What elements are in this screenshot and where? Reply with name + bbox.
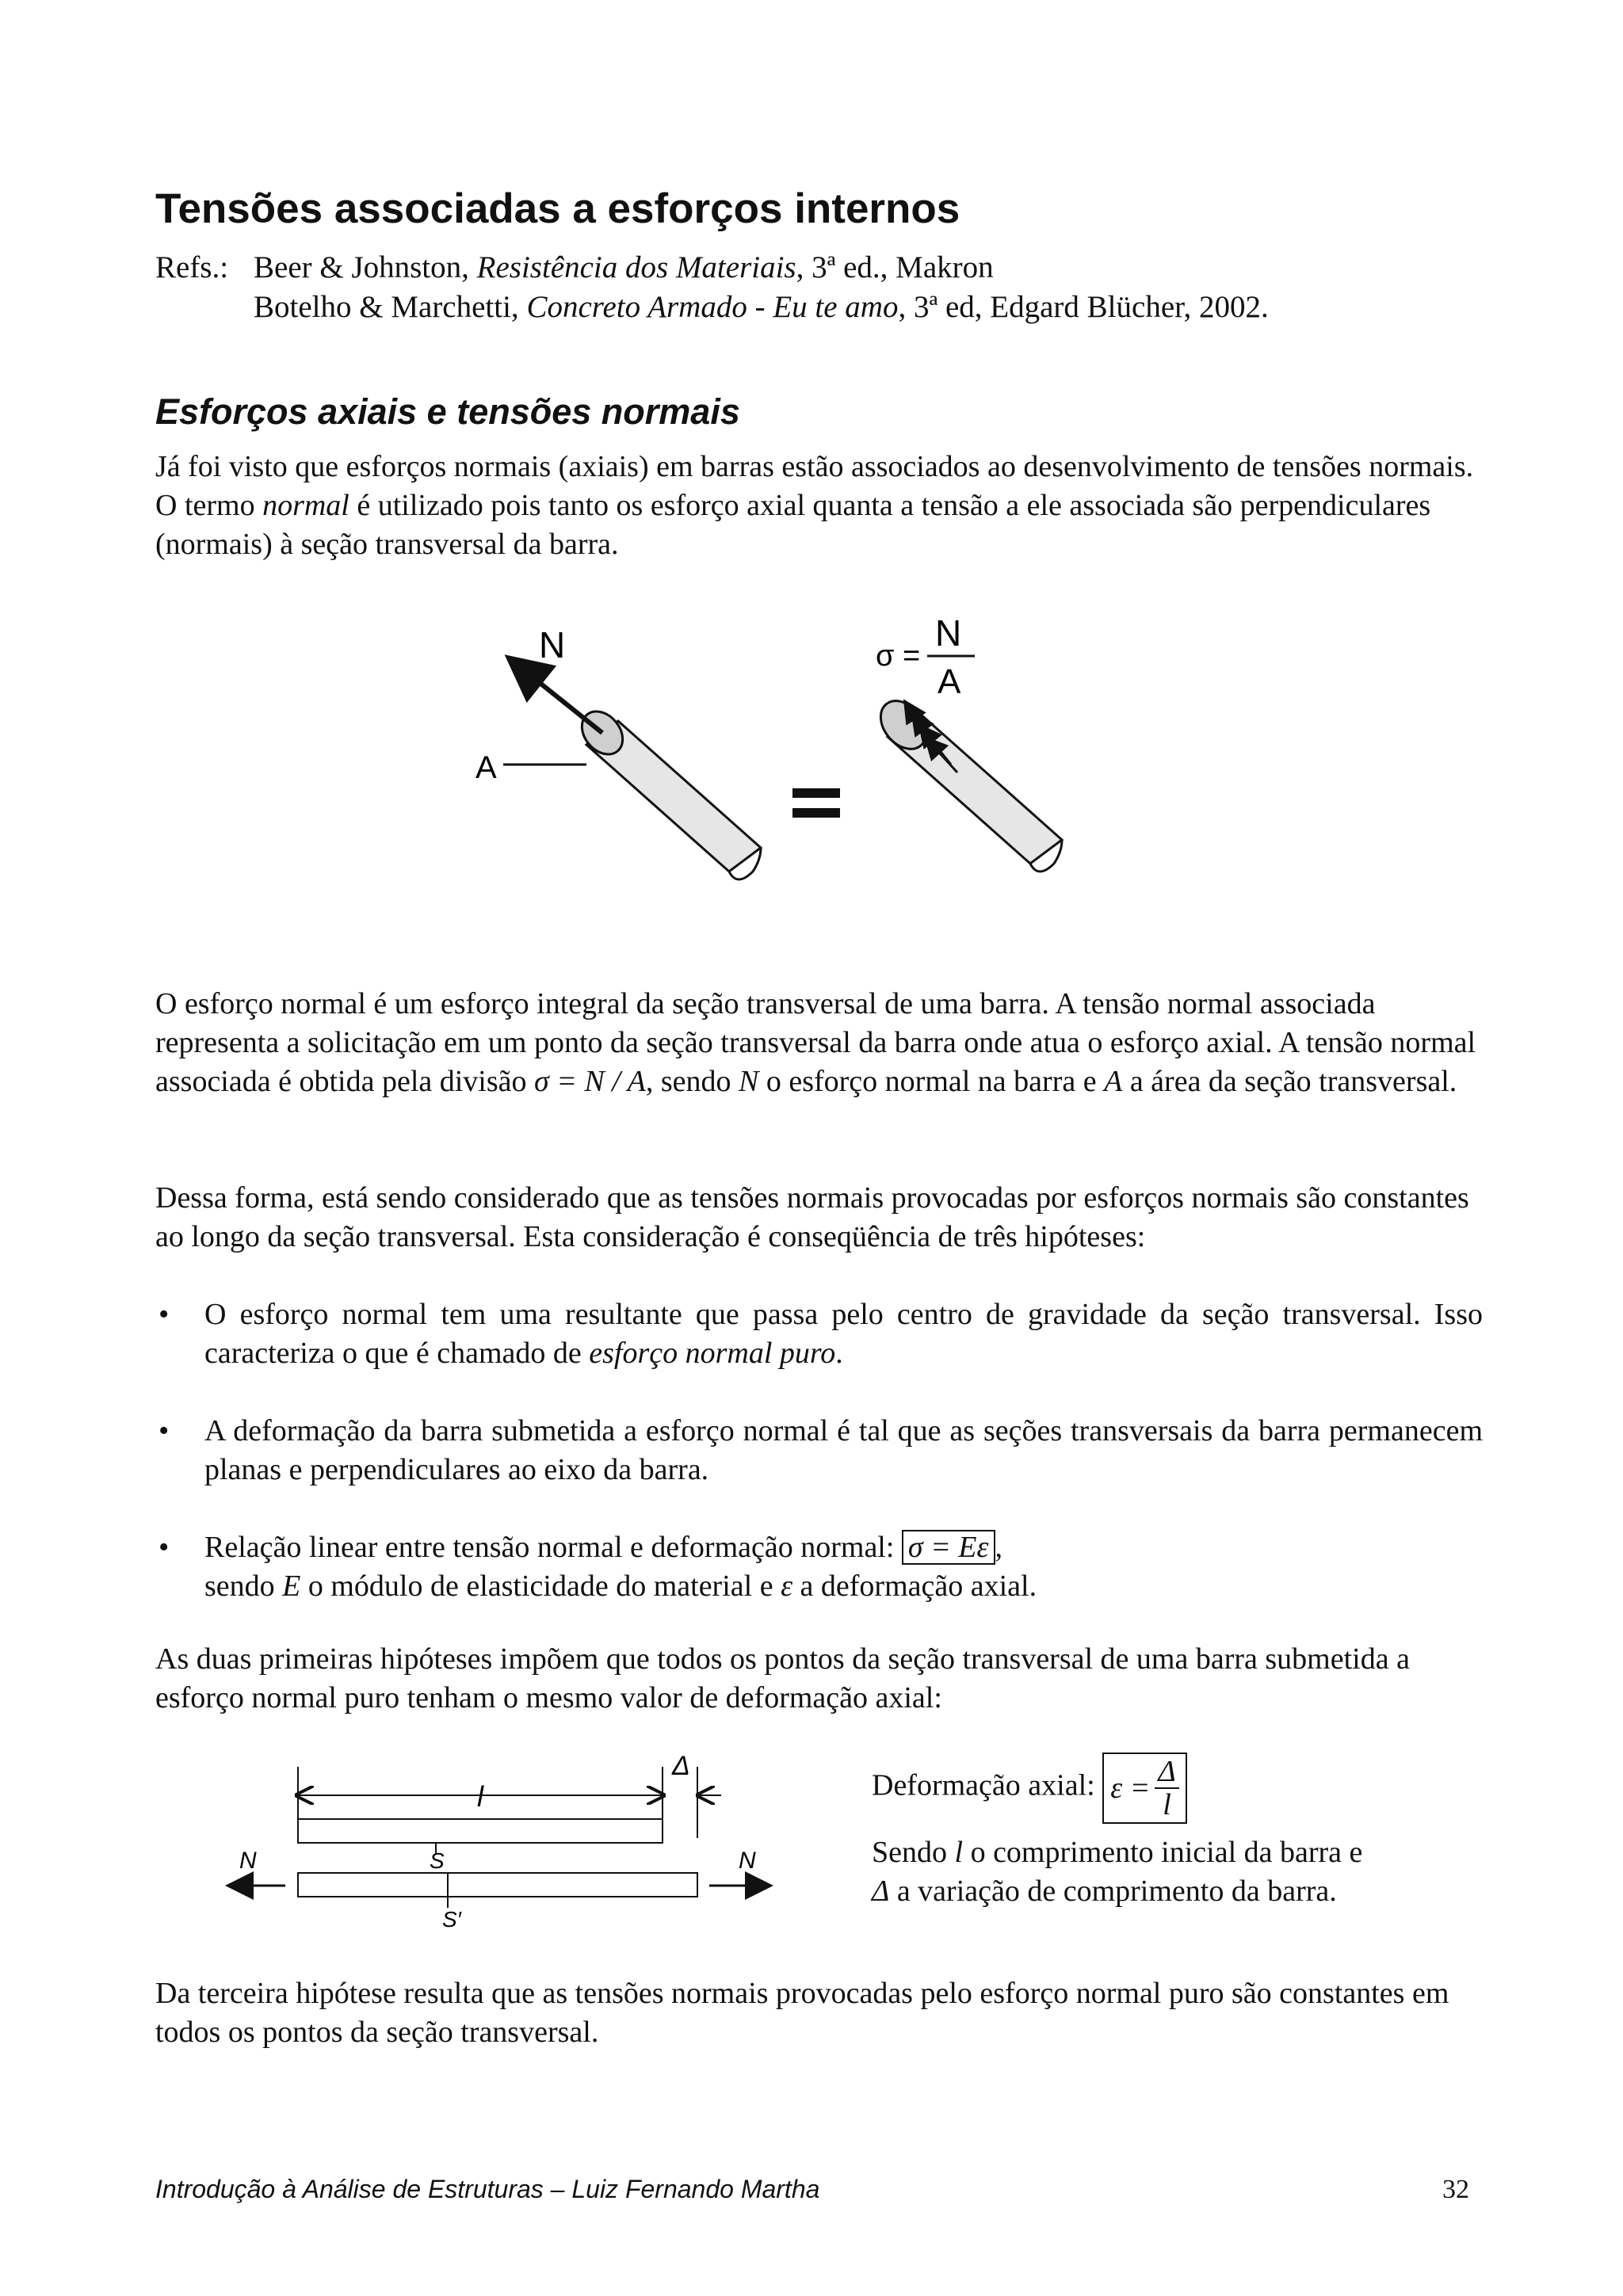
paragraph-hypotheses-intro: Dessa forma, está sendo considerado que as tensões normais provocadas por esforços normais são constantes ao longo da seção transversal. Esta consideração é conseqüência de três hipóteses: — [155, 1181, 1469, 1253]
normal-force-arrow — [523, 669, 602, 733]
label-delta: Δ — [672, 1751, 690, 1781]
bullet-3-text — [204, 1528, 1483, 1606]
b3-text-2: , — [995, 1531, 1002, 1564]
intro-paragraph — [155, 448, 1483, 564]
paragraph-conclusion: Da terceira hipótese resulta que as tensões normais provocadas pelo esforço normal puro são constantes em todos os pontos da seção transversal. — [155, 1977, 1449, 2049]
strain-eps: ε = — [1110, 1771, 1151, 1805]
ref2-title: Concreto Armado - Eu te amo — [526, 290, 899, 324]
ref1-rest: , 3ª ed., Makron — [796, 250, 994, 284]
side-l3-delta: Δ — [872, 1875, 890, 1908]
b3-text-1: Relação linear entre tensão normal e deformação normal: — [204, 1531, 902, 1564]
b1-text-2: . — [835, 1337, 843, 1370]
b3-line2-text-2: o módulo de elasticidade do material e — [300, 1569, 781, 1603]
bullet-1 — [155, 1295, 1483, 1373]
page-title: Tensões associadas a esforços internos — [155, 185, 960, 232]
strain-formula-box — [1102, 1753, 1186, 1824]
bar-deformed — [298, 1873, 697, 1897]
intro-text-1: Já foi visto que esforços normais (axiais) em barras estão associados ao desenvolvimento de tensões normais. O termo — [155, 450, 1474, 522]
ref2-rest: , 3ª ed, Edgard Blücher, 2002. — [898, 290, 1269, 324]
ref2-authors: Botelho & Marchetti, — [254, 290, 527, 324]
def-label: Deformação axial: — [872, 1768, 1103, 1802]
formula-sigma: σ = — [876, 639, 921, 673]
p2-A: A — [1104, 1065, 1123, 1098]
label-S: S — [430, 1848, 445, 1873]
bullet-2-dot: • — [158, 1414, 170, 1447]
side-line-2 — [872, 1833, 1362, 1872]
label-S-prime: S′ — [442, 1907, 461, 1932]
bullet-2-text: A deformação da barra submetida a esforço normal é tal que as seções transversais da barra permanecem planas e perpendiculares ao eixo da barra. — [204, 1414, 1483, 1486]
intro-text-2: é utilizado pois tanto os esforço axial quanta a tensão a ele associada são perpendiculares (normais) à seção transversal da barra. — [155, 489, 1431, 561]
page-number: 32 — [1442, 2175, 1469, 2204]
side-line-3 — [872, 1872, 1337, 1911]
axial-strain-definition — [872, 1753, 1187, 1824]
side-l2-l: l — [954, 1836, 964, 1869]
section-title: Esforços axiais e tensões normais — [155, 391, 740, 432]
footer-text: Introdução à Análise de Estruturas – Luiz Fernando Martha — [155, 2175, 820, 2203]
label-N-left: N — [539, 624, 566, 666]
right-bar — [872, 692, 1062, 871]
refs-label: Refs.: — [155, 250, 229, 284]
strain-denominator: l — [1163, 1788, 1171, 1821]
reference-2 — [155, 288, 1269, 327]
intro-emphasis: normal — [262, 489, 349, 522]
paragraph-normal-force — [155, 985, 1483, 1101]
b1-emphasis: esforço normal puro — [589, 1337, 836, 1370]
axial-stress-figure — [428, 610, 1141, 927]
b3-line2-text-1: sendo — [204, 1569, 283, 1603]
ref1-authors: Beer & Johnston, — [254, 250, 477, 284]
b3-epsilon: ε — [781, 1569, 793, 1603]
b3-formula-box: σ = Eε — [902, 1530, 995, 1565]
formula-numerator: N — [935, 612, 962, 654]
ref1-title: Resistência dos Materiais — [476, 250, 796, 284]
b3-E: E — [282, 1569, 301, 1603]
paragraph-deformation-intro: As duas primeiras hipóteses impõem que todos os pontos da seção transversal de uma barra submetida a esforço normal puro tenham o mesmo valor de deformação axial: — [155, 1642, 1410, 1714]
references — [155, 248, 1269, 327]
reference-1 — [155, 248, 1269, 288]
bullet-3-dot: • — [158, 1531, 170, 1564]
bullet-1-text — [204, 1295, 1483, 1373]
side-l2-text-1: Sendo — [872, 1836, 955, 1869]
bullet-1-dot: • — [158, 1298, 170, 1331]
label-N-right-fig2: N — [739, 1848, 756, 1874]
p2-text-2: , sendo — [645, 1065, 739, 1098]
formula-denominator: A — [938, 662, 961, 701]
label-l: l — [477, 1780, 483, 1813]
side-l3-text: a variação de comprimento da barra. — [889, 1875, 1337, 1908]
p2-text-3: o esforço normal na barra e — [758, 1065, 1105, 1098]
label-N-left-fig2: N — [239, 1848, 257, 1874]
bullet-2 — [155, 1412, 1483, 1489]
strain-numerator: Δ — [1155, 1756, 1178, 1789]
elongation-figure — [222, 1743, 792, 1933]
strain-fraction — [1155, 1756, 1178, 1821]
bullet-3 — [155, 1528, 1483, 1606]
side-l2-text-2: o comprimento inicial da barra e — [963, 1836, 1363, 1869]
label-A-left: A — [475, 750, 497, 785]
b1-text-1: O esforço normal tem uma resultante que passa pelo centro de gravidade da seção transversal. Isso caracteriza o que é chamado de — [204, 1298, 1483, 1370]
bar-original — [298, 1819, 663, 1843]
equals-bottom — [792, 808, 840, 818]
p2-text-4: a área da seção transversal. — [1122, 1065, 1457, 1098]
b3-line2-text-3: a deformação axial. — [792, 1569, 1037, 1603]
p2-formula: σ = N / A — [534, 1065, 646, 1098]
p2-N: N — [738, 1065, 759, 1098]
p2-text-1: O esforço normal é um esforço integral da seção transversal de uma barra. A tensão normal associada representa a solicitação em um ponto da seção transversal da barra onde atua o esforço axial. A tensão normal associada é obtida pela divisão — [155, 987, 1476, 1098]
equals-top — [792, 788, 840, 798]
